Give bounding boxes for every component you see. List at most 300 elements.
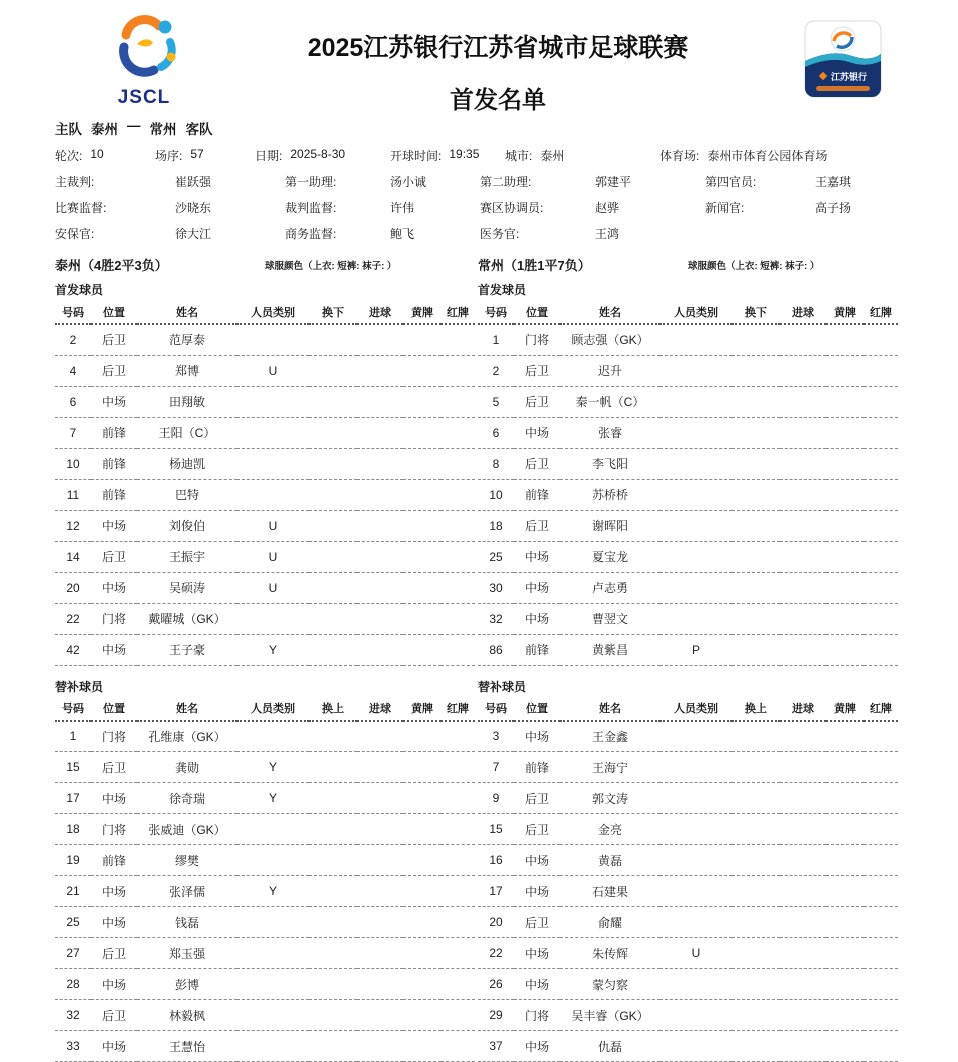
cell-empty [441,1031,475,1062]
player-row [478,479,898,510]
vs-separator: — [127,118,141,138]
cell-num: 11 [55,479,91,510]
away-side-label: 客队 [186,118,213,138]
away-team-column [478,255,901,1062]
cell-pos: 后卫 [514,355,560,386]
field-label: 城市: [505,147,532,164]
column-header: 人员类别 [237,300,309,324]
cell-pos: 前锋 [514,752,560,783]
sheet-header [0,0,958,118]
cell-cat [237,386,309,417]
cell-empty [441,386,475,417]
label-value-pair [55,225,285,242]
cell-empty [309,938,357,969]
player-row [55,386,475,417]
cell-name: 彭博 [137,969,237,1000]
label-value-pair [390,147,505,164]
away-subs-body [478,721,898,1062]
cell-empty [826,324,864,355]
column-header: 换上 [732,697,780,721]
cell-pos: 后卫 [514,510,560,541]
cell-pos: 后卫 [514,907,560,938]
cell-empty [441,603,475,634]
cell-num: 12 [55,510,91,541]
cell-empty [403,814,441,845]
cell-name: 蒙匀察 [560,969,660,1000]
cell-empty [864,845,898,876]
cell-cat [660,479,732,510]
cell-num: 1 [55,721,91,752]
label-value-pair [285,173,480,190]
cell-empty [403,572,441,603]
cell-empty [826,876,864,907]
away-subs-table [478,697,898,1062]
cell-empty [826,845,864,876]
cell-name: 钱磊 [137,907,237,938]
cell-empty [309,603,357,634]
column-header: 黄牌 [826,300,864,324]
cell-empty [732,876,780,907]
cell-empty [309,1031,357,1062]
cell-num: 21 [55,876,91,907]
label-value-pair [55,173,285,190]
cell-cat [660,783,732,814]
field-value: 郭建平 [595,173,631,190]
label-value-pair [705,199,851,216]
cell-empty [864,417,898,448]
player-row [55,938,475,969]
league-logo-icon [109,67,179,84]
cell-empty [309,845,357,876]
cell-pos: 后卫 [91,324,137,355]
cell-empty [864,448,898,479]
field-label: 医务官: [480,225,595,242]
away-subs-title: 替补球员 [478,678,901,695]
cell-empty [441,417,475,448]
officials-section [55,173,908,242]
cell-empty [357,938,403,969]
cell-pos: 中场 [514,845,560,876]
cell-empty [864,721,898,752]
cell-pos: 中场 [514,1031,560,1062]
cell-pos: 后卫 [91,752,137,783]
column-header: 位置 [91,300,137,324]
cell-empty [780,355,826,386]
cell-empty [780,510,826,541]
home-side-label: 主队 [55,118,82,138]
cell-empty [864,541,898,572]
column-header: 进球 [780,697,826,721]
label-value-pair [480,199,705,216]
cell-name: 王子豪 [137,634,237,665]
cell-empty [309,510,357,541]
cell-empty [357,479,403,510]
cell-empty [864,510,898,541]
cell-empty [864,634,898,665]
player-row [55,603,475,634]
column-header: 号码 [478,697,514,721]
cell-pos: 中场 [514,969,560,1000]
cell-num: 6 [55,386,91,417]
cell-num: 22 [478,938,514,969]
cell-empty [732,845,780,876]
cell-empty [826,417,864,448]
cell-cat: Y [237,634,309,665]
home-kit-colors: 球服颜色（上衣: 短裤: 袜子: ） [265,258,396,272]
player-row [478,417,898,448]
cell-num: 27 [55,938,91,969]
cell-empty [357,907,403,938]
cell-empty [403,417,441,448]
cell-cat: U [237,510,309,541]
cell-empty [441,969,475,1000]
cell-empty [864,603,898,634]
column-header: 红牌 [441,300,475,324]
cell-empty [441,479,475,510]
cell-empty [357,969,403,1000]
cell-empty [309,783,357,814]
label-value-pair [480,173,705,190]
cell-name: 苏桥桥 [560,479,660,510]
cell-empty [309,969,357,1000]
cell-pos: 中场 [514,721,560,752]
cell-empty [403,1000,441,1031]
cell-name: 张泽儒 [137,876,237,907]
cell-empty [780,783,826,814]
home-team-name: 泰州 [91,118,118,138]
cell-pos: 中场 [91,783,137,814]
cell-num: 28 [55,969,91,1000]
home-team-record: 泰州（4胜2平3负） [55,258,168,273]
cell-cat: Y [237,876,309,907]
field-value: 10 [90,147,103,164]
cell-empty [441,752,475,783]
field-label: 开球时间: [390,147,441,164]
cell-empty [826,969,864,1000]
field-value: 王嘉琪 [815,173,851,190]
cell-num: 10 [55,448,91,479]
cell-empty [403,355,441,386]
cell-empty [403,938,441,969]
cell-num: 32 [478,603,514,634]
cell-name: 黄紫昌 [560,634,660,665]
cell-empty [826,510,864,541]
cell-num: 9 [478,783,514,814]
officials-row-3 [55,225,908,242]
cell-empty [732,907,780,938]
field-label: 新闻官: [705,199,815,216]
cell-empty [309,634,357,665]
match-meta-row [55,147,908,164]
cell-empty [826,634,864,665]
field-label: 赛区协调员: [480,199,595,216]
cell-cat [660,752,732,783]
cell-empty [357,541,403,572]
cell-cat [660,572,732,603]
cell-name: 李飞阳 [560,448,660,479]
cell-empty [864,386,898,417]
cell-empty [780,938,826,969]
column-header: 进球 [357,697,403,721]
cell-pos: 门将 [514,324,560,355]
cell-empty [864,814,898,845]
column-header: 位置 [514,697,560,721]
label-value-pair [55,199,285,216]
cell-empty [309,324,357,355]
column-header: 号码 [55,300,91,324]
cell-pos: 后卫 [514,783,560,814]
cell-empty [864,324,898,355]
cell-name: 朱传辉 [560,938,660,969]
cell-empty [441,572,475,603]
cell-num: 37 [478,1031,514,1062]
cell-empty [357,876,403,907]
cell-name: 谢晖阳 [560,510,660,541]
cell-empty [826,1000,864,1031]
home-team-column [55,255,478,1062]
cell-name: 顾志强（GK） [560,324,660,355]
cell-pos: 后卫 [91,355,137,386]
cell-empty [826,572,864,603]
cell-empty [732,448,780,479]
cell-empty [441,510,475,541]
cell-empty [309,814,357,845]
cell-num: 18 [478,510,514,541]
away-starters-title: 首发球员 [478,281,901,298]
cell-name: 王振宇 [137,541,237,572]
away-subs-header-row [478,697,898,721]
cell-empty [864,1031,898,1062]
cell-empty [780,907,826,938]
cell-cat [660,845,732,876]
cell-name: 王海宁 [560,752,660,783]
field-value: 2025-8-30 [290,147,345,164]
cell-cat [660,1000,732,1031]
column-header: 位置 [91,697,137,721]
label-value-pair [285,225,480,242]
cell-name: 王阳（C） [137,417,237,448]
label-value-pair [505,147,660,164]
player-row [478,603,898,634]
cell-empty [403,1031,441,1062]
cell-name: 林毅枫 [137,1000,237,1031]
cell-name: 卢志勇 [560,572,660,603]
column-header: 黄牌 [826,697,864,721]
cell-cat [660,355,732,386]
cell-cat [237,907,309,938]
cell-empty [403,541,441,572]
cell-pos: 中场 [91,386,137,417]
cell-pos: 前锋 [514,479,560,510]
cell-empty [441,845,475,876]
cell-empty [780,603,826,634]
cell-pos: 门将 [91,814,137,845]
cell-num: 15 [478,814,514,845]
player-row [478,907,898,938]
cell-empty [357,1031,403,1062]
bank-logo [804,14,884,103]
cell-pos: 中场 [91,907,137,938]
cell-name: 戴曜城（GK） [137,603,237,634]
column-header: 黄牌 [403,697,441,721]
cell-empty [403,876,441,907]
cell-empty [732,1031,780,1062]
player-row [478,510,898,541]
cell-empty [309,479,357,510]
cell-num: 29 [478,1000,514,1031]
cell-cat [660,448,732,479]
cell-empty [403,634,441,665]
cell-cat [237,1031,309,1062]
cell-empty [780,1031,826,1062]
home-starters-body [55,324,475,665]
cell-empty [403,721,441,752]
player-row [55,876,475,907]
field-label: 日期: [255,147,282,164]
cell-num: 2 [55,324,91,355]
cell-empty [441,876,475,907]
cell-empty [780,572,826,603]
officials-row-1 [55,173,908,190]
label-value-pair [255,147,390,164]
page-subtitle: 首发名单 [192,80,804,115]
cell-empty [826,355,864,386]
cell-cat [660,510,732,541]
cell-name: 郭文涛 [560,783,660,814]
home-subs-header-row [55,697,475,721]
field-value: 泰州 [540,147,564,164]
cell-cat [660,907,732,938]
bank-name-text: 江苏银行 [830,71,867,82]
cell-pos: 门将 [514,1000,560,1031]
cell-empty [826,907,864,938]
cell-pos: 前锋 [91,845,137,876]
cell-num: 1 [478,324,514,355]
column-header: 黄牌 [403,300,441,324]
player-row [478,355,898,386]
away-team-record: 常州（1胜1平7负） [478,258,591,273]
player-row [478,752,898,783]
cell-empty [780,876,826,907]
cell-num: 17 [478,876,514,907]
player-row [55,417,475,448]
cell-empty [826,1031,864,1062]
cell-empty [732,938,780,969]
cell-name: 龚勋 [137,752,237,783]
column-header: 换下 [309,300,357,324]
field-label: 第一助理: [285,173,390,190]
cell-empty [732,783,780,814]
cell-empty [357,752,403,783]
cell-cat [660,324,732,355]
cell-name: 郑博 [137,355,237,386]
cell-pos: 后卫 [91,938,137,969]
cell-num: 20 [55,572,91,603]
field-label: 场序: [155,147,182,164]
cell-num: 20 [478,907,514,938]
cell-name: 仇磊 [560,1031,660,1062]
cell-pos: 中场 [91,572,137,603]
cell-empty [826,448,864,479]
cell-cat [237,969,309,1000]
field-value: 崔跃强 [175,173,211,190]
home-team-header [55,255,478,273]
cell-empty [357,845,403,876]
player-row [478,783,898,814]
player-row [55,541,475,572]
player-row [478,324,898,355]
player-row [55,1000,475,1031]
cell-empty [780,479,826,510]
cell-pos: 后卫 [91,541,137,572]
cell-empty [403,386,441,417]
cell-num: 30 [478,572,514,603]
cell-empty [357,448,403,479]
label-value-pair [705,173,851,190]
cell-empty [403,969,441,1000]
cell-empty [826,721,864,752]
cell-name: 郑玉强 [137,938,237,969]
label-value-pair [285,199,480,216]
column-header: 人员类别 [660,697,732,721]
cell-empty [826,541,864,572]
cell-cat: U [660,938,732,969]
page-title: 2025江苏银行江苏省城市足球联赛 [192,28,804,64]
cell-num: 18 [55,814,91,845]
cell-cat: U [237,541,309,572]
cell-cat [237,845,309,876]
home-subs-body [55,721,475,1062]
field-label: 轮次: [55,147,82,164]
column-header: 换下 [732,300,780,324]
cell-empty [864,907,898,938]
player-row [55,355,475,386]
cell-cat: U [237,355,309,386]
cell-empty [441,907,475,938]
cell-cat [237,1000,309,1031]
player-row [55,324,475,355]
cell-empty [732,572,780,603]
cell-empty [357,603,403,634]
cell-name: 杨迪凯 [137,448,237,479]
cell-cat [237,721,309,752]
column-header: 姓名 [560,697,660,721]
cell-empty [732,417,780,448]
cell-empty [864,1000,898,1031]
player-row [55,510,475,541]
field-value: 汤小诚 [390,173,426,190]
player-row [478,1000,898,1031]
column-header: 进球 [357,300,403,324]
cell-empty [309,355,357,386]
league-logo [96,14,192,109]
cell-pos: 中场 [514,603,560,634]
field-value: 鲍飞 [390,225,414,242]
column-header: 位置 [514,300,560,324]
player-row [478,1031,898,1062]
cell-pos: 中场 [91,634,137,665]
cell-empty [864,969,898,1000]
cell-name: 张威迪（GK） [137,814,237,845]
teams-line [55,118,908,138]
cell-empty [826,814,864,845]
cell-empty [780,634,826,665]
cell-num: 32 [55,1000,91,1031]
cell-cat [237,417,309,448]
cell-empty [309,752,357,783]
cell-pos: 后卫 [514,448,560,479]
player-row [55,634,475,665]
